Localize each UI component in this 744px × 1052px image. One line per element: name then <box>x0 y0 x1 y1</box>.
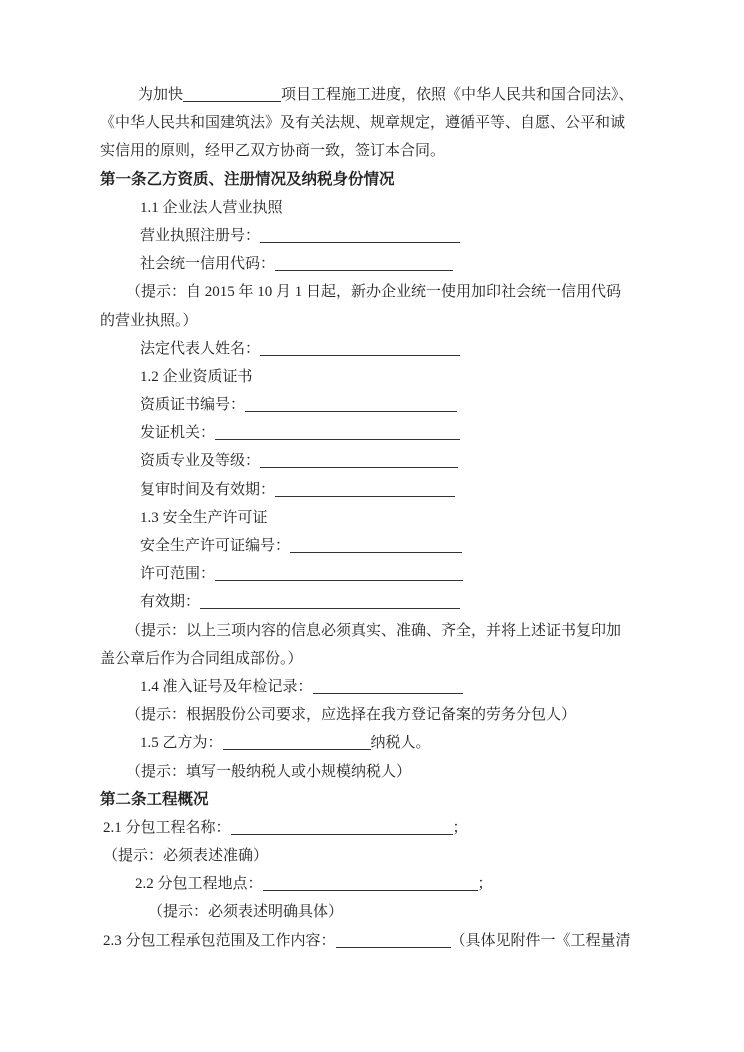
field-legal-rep-name <box>100 335 646 363</box>
text-segment: 的营业执照。） <box>100 312 198 329</box>
fill-in-blank <box>260 451 458 468</box>
text-segment: 《中华人民共和国建筑法》及有关法规、规章规定，遵循平等、自愿、公平和诚 <box>100 115 626 132</box>
field-social-credit-code <box>100 250 646 278</box>
fill-in-blank <box>223 733 371 750</box>
text-segment: 法定代表人姓名： <box>140 340 261 357</box>
text-segment: 第一条乙方资质、注册情况及纳税身份情况 <box>100 170 395 188</box>
note-credit-code-line-1 <box>100 278 646 306</box>
text-segment: （提示：以上三项内容的信息必须真实、准确、齐全，并将上述证书复印加 <box>126 622 622 639</box>
field-subcontract-project-name <box>100 814 646 842</box>
text-segment: （提示：根据股份公司要求，应选择在我方登记备案的劳务分包人） <box>126 707 577 724</box>
field-subcontract-scope-content <box>100 927 646 955</box>
intro-line-1 <box>100 81 646 109</box>
fill-in-blank <box>231 818 453 835</box>
fill-in-blank <box>290 536 462 553</box>
document-content <box>100 81 646 955</box>
text-segment: （提示：必须表述准确） <box>103 848 269 865</box>
text-segment: （具体见附件一《工程量清 <box>450 932 631 949</box>
note-three-items-line-2 <box>100 645 646 673</box>
text-segment: 资质专业及等级： <box>140 453 261 470</box>
clause-1-1-title <box>100 194 646 222</box>
fill-in-blank <box>263 874 478 891</box>
field-safety-permit-no <box>100 532 646 560</box>
intro-line-2 <box>100 109 646 137</box>
field-subcontract-project-location <box>100 870 646 898</box>
text-segment: 1.1 企业法人营业执照 <box>140 199 283 216</box>
fill-in-blank <box>260 339 460 356</box>
text-segment: 盖公章后作为合同组成部份。） <box>100 650 303 667</box>
text-segment: 有效期： <box>140 594 201 611</box>
field-qualification-specialty-grade <box>100 447 646 475</box>
text-segment: 为加快 <box>138 87 184 103</box>
text-segment: 发证机关： <box>140 425 216 442</box>
text-segment: 1.4 准入证号及年检记录： <box>140 678 313 695</box>
text-segment: 第二条工程概况 <box>100 790 209 808</box>
note-clear-specific <box>100 898 646 926</box>
text-segment: ； <box>477 876 493 893</box>
field-validity-period <box>100 588 646 616</box>
text-segment: 社会统一信用代码： <box>140 256 276 273</box>
text-segment: 2.3 分包工程承包范围及工作内容： <box>103 932 336 949</box>
clause-1-3-title <box>100 504 646 532</box>
text-segment: 2.2 分包工程地点： <box>135 876 263 893</box>
fill-in-blank <box>245 395 457 412</box>
text-segment: （提示：自 2015 年 10 月 1 日起，新办企业统一使用加印社会统一信用代码 <box>126 284 622 301</box>
field-review-time-validity <box>100 476 646 504</box>
field-permit-scope <box>100 560 646 588</box>
clause-1-2-title <box>100 363 646 391</box>
fill-in-blank <box>215 423 460 440</box>
intro-line-3 <box>100 137 646 165</box>
note-accurate-expression <box>100 842 646 870</box>
article-2-heading <box>100 786 646 814</box>
note-three-items-line-1 <box>100 617 646 645</box>
text-segment: 许可范围： <box>140 566 216 583</box>
text-segment: 复审时间及有效期： <box>140 481 276 498</box>
text-segment: 项目工程施工进度，依照《中华人民共和国合同法》、 <box>281 87 634 103</box>
text-segment: 资质证书编号： <box>140 397 246 414</box>
text-segment: （提示：填写一般纳税人或小规模纳税人） <box>126 763 412 780</box>
fill-in-blank <box>215 564 463 581</box>
field-issuing-authority <box>100 419 646 447</box>
note-taxpayer-type <box>100 758 646 786</box>
text-segment: 1.2 企业资质证书 <box>140 368 253 385</box>
note-credit-code-line-2 <box>100 307 646 335</box>
note-registered-subcontractor <box>100 701 646 729</box>
text-segment: 1.5 乙方为： <box>140 735 223 752</box>
fill-in-blank <box>275 254 453 271</box>
text-segment: 2.1 分包工程名称： <box>103 819 231 836</box>
fill-in-blank <box>260 226 460 243</box>
field-access-cert-no <box>100 673 646 701</box>
fill-in-blank <box>336 931 451 948</box>
text-segment: 营业执照注册号： <box>140 227 261 244</box>
text-segment: 纳税人。 <box>370 735 431 752</box>
text-segment: 安全生产许可证编号： <box>140 538 291 554</box>
field-taxpayer-type <box>100 729 646 757</box>
fill-in-blank <box>183 85 281 102</box>
text-segment: ； <box>452 819 468 836</box>
field-qualification-cert-no <box>100 391 646 419</box>
text-segment: 1.3 安全生产许可证 <box>140 509 268 526</box>
fill-in-blank <box>200 592 460 609</box>
article-1-heading <box>100 166 646 194</box>
fill-in-blank <box>275 480 455 497</box>
text-segment: （提示：必须表述明确具体） <box>148 904 344 921</box>
text-segment: 实信用的原则，经甲乙双方协商一致，签订本合同。 <box>100 143 446 160</box>
fill-in-blank <box>313 677 463 694</box>
field-license-reg-no <box>100 222 646 250</box>
